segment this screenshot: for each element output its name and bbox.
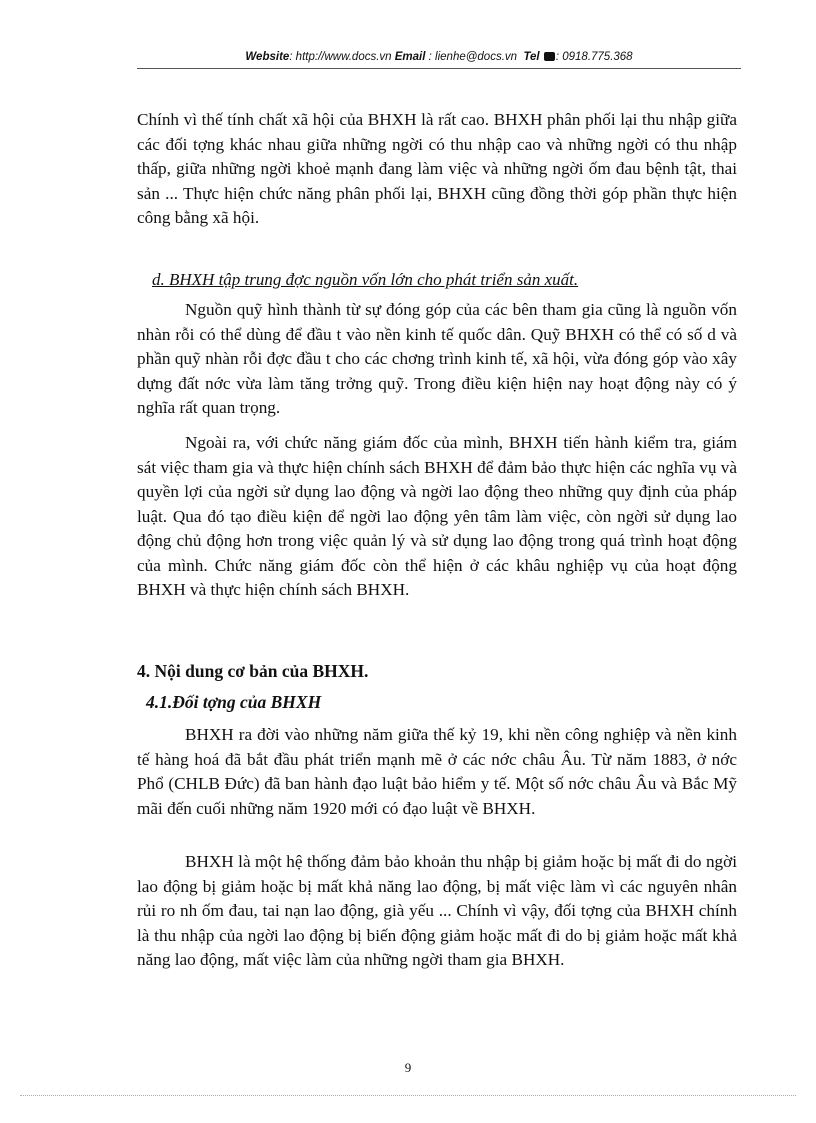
heading-capital-mobilization: d. BHXH tập trung đợc nguồn vốn lớn cho phát triển sản xuất.	[152, 270, 579, 289]
website-label: Website	[245, 51, 290, 63]
section-heading-content: 4. Nội dung cơ bản của BHXH.	[137, 661, 369, 681]
page-number: 9	[404, 1060, 412, 1075]
paragraph-supervision: Ngoài ra, với chức năng giám đốc của mình, BHXH tiến hành kiểm tra, giám sát việc tham gia và thực hiện chính sách BHXH để đảm bảo thực hiện các nghĩa vụ và quyền lợi của ngời sử dụng lao động và ngời lao động theo những quy định của pháp luật. Qua đó tạo điều kiện để ngời lao động yên tâm làm việc, còn ngời sử dụng lao động chủ động hơn trong việc quản lý và sử dụng lao động trong quá trình hoạt động của mình. Chức năng giám đốc còn thể hiện ở các khâu nghiệp vụ của hoạt động BHXH và thực hiện chính sách BHXH.	[137, 433, 737, 599]
footer-divider	[20, 1095, 796, 1096]
email-value: : lienhe@docs.vn	[428, 51, 518, 63]
tel-value: : 0918.775.368	[555, 51, 633, 63]
website-value: : http://www.docs.vn	[289, 51, 392, 63]
paragraph-social-nature: Chính vì thế tính chất xã hội của BHXH là rất cao. BHXH phân phối lại thu nhập giữa các đối tợng khác nhau giữa những ngời có thu nhập cao và những ngời có thu nhập thấp, giữa những ngời khoẻ mạnh đang làm việc và những ngời ốm đau bệnh tật, thai sản ... Thực hiện chức năng phân phối lại, BHXH cũng đồng thời góp phần thực hiện công bằng xã hội.	[137, 110, 737, 227]
paragraph-history: BHXH ra đời vào những năm giữa thế kỷ 19, khi nền công nghiệp và nền kinh tế hàng hoá đã bắt đầu phát triển mạnh mẽ ở các nớc châu Âu. Từ năm 1883, ở nớc Phổ (CHLB Đức) đã ban hành đạo luật bảo hiểm y tế. Một số nớc châu Âu và Bắc Mỹ mãi đến cuối những năm 1920 mới có đạo luật về BHXH.	[137, 725, 737, 818]
page-header	[137, 48, 741, 69]
paragraph-fund-source: Nguồn quỹ hình thành từ sự đóng góp của các bên tham gia cũng là nguồn vốn nhàn rỗi có thể dùng để đầu t vào nền kinh tế quốc dân. Quỹ BHXH có thể có số d và phần quỹ nhàn rỗi đợc đầu t cho các chơng trình kinh tế, xã hội, vừa đóng góp vào xây dựng đất nớc vừa làm tăng trởng quỹ. Trong điều kiện hiện nay hoạt động này có ý nghĩa rất quan trọng.	[137, 300, 737, 417]
paragraph-subject-definition: BHXH là một hệ thống đảm bảo khoản thu nhập bị giảm hoặc bị mất đi do ngời lao động bị giảm hoặc bị mất khả năng lao động, bị mất việc làm vì các nguyên nhân rủi ro nh ốm đau, tai nạn lao động, già yếu ... Chính vì vậy, đối tợng của BHXH chính là thu nhập của ngời lao động bị biến động giảm hoặc mất đi do bị giảm hoặc mất khả năng lao động, mất việc làm của những ngời tham gia BHXH.	[137, 852, 737, 969]
email-label: Email	[394, 51, 426, 63]
subsection-heading-subject: 4.1.Đối tợng của BHXH	[146, 692, 322, 712]
tel-label: Tel	[523, 51, 540, 63]
phone-icon	[544, 52, 555, 61]
